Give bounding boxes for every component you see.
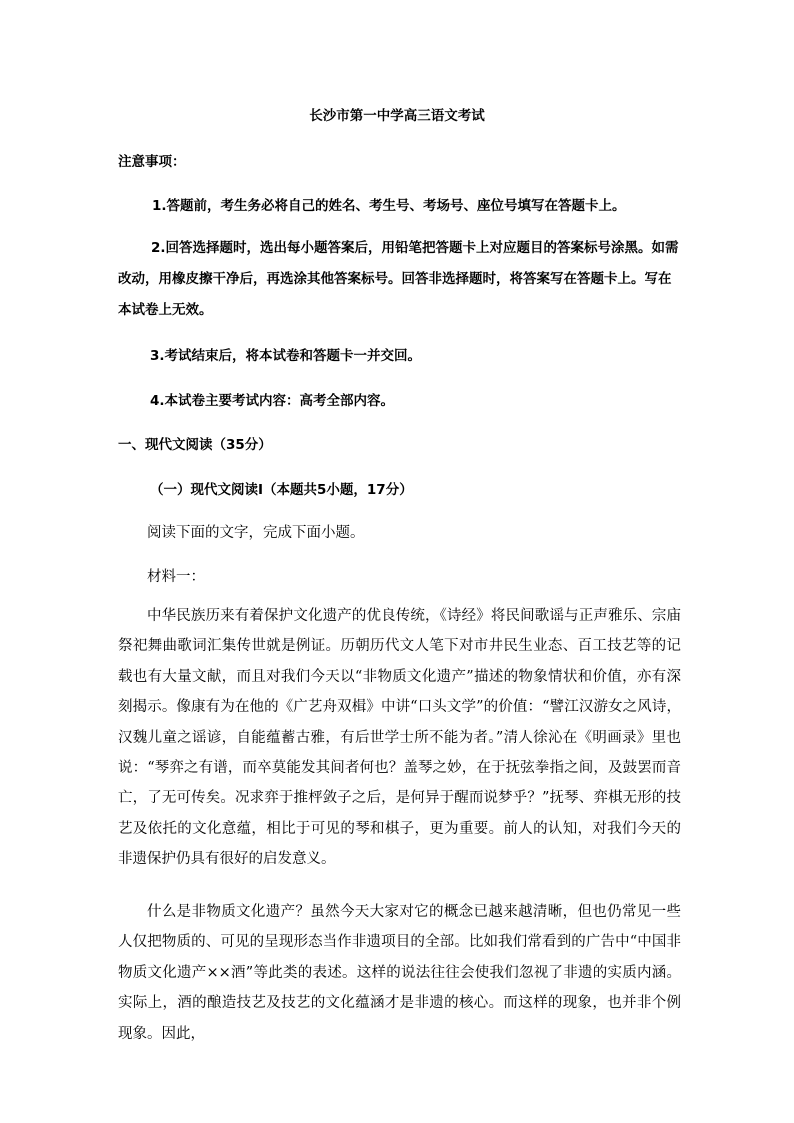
exam-title: 长沙市第一中学高三语文考试 bbox=[309, 108, 485, 124]
reading-instruction: 阅读下面的文字，完成下面小题。 bbox=[147, 525, 365, 541]
notice-item-3: 3.考试结束后，将本试卷和答题卡一并交回。 bbox=[150, 348, 422, 364]
notice-item-2: 2.回答选择题时，选出每小题答案后，用铅笔把答题卡上对应题目的答案标号涂黑。如需改动，用橡皮擦干净后，再选涂其他答案标号。回答非选择题时，将答案写在答题卡上。写在本试卷上无效。 bbox=[118, 240, 679, 318]
section-subheading: （一）现代文阅读Ⅰ（本题共5小题，17分） bbox=[150, 482, 413, 498]
notice-item-4: 4.本试卷主要考试内容：高考全部内容。 bbox=[150, 393, 395, 409]
notice-item-1: 1.答题前，考生务必将自己的姓名、考生号、考场号、座位号填写在答题卡上。 bbox=[152, 198, 626, 214]
material-paragraph-1: 中华民族历来有着保护文化遗产的优良传统，《诗经》将民间歌谣与正声雅乐、宗庙祭祀舞曲歌词汇集传世就是例证。历朝历代文人笔下对市井民生业态、百工技艺等的记载也有大量文献，而且对我们今天以“非物质文化遗产”描述的物象情状和价值，亦有深刻揭示。像康有为在他的《广艺舟双楫》中讲“口头文学”的价值：“譬江汉游女之风诗，汉魏儿童之谣谚，自能蕴蓄古雅，有后世学士所不能为者。”清人徐沁在《明画录》里也说：“琴弈之有谱，而卒莫能发其间者何也？盖琴之妙，在于抚弦拳指之间，及鼓罢而音亡，了无可传矣。况求弈于推枰敛子之后，是何异于醒而说梦乎？”抚琴、弈棋无形的技艺及依托的文化意蕴，相比于可见的琴和棋子，更为重要。前人的认知，对我们今天的非遗保护仍具有很好的启发意义。 bbox=[118, 608, 681, 868]
section-heading: 一、现代文阅读（35分） bbox=[118, 437, 272, 453]
notice-heading: 注意事项： bbox=[118, 154, 186, 170]
material-label: 材料一： bbox=[147, 569, 205, 585]
material-paragraph-2: 什么是非物质文化遗产？虽然今天大家对它的概念已越来越清晰，但也仍常见一些人仅把物质的、可见的呈现形态当作非遗项目的全部。比如我们常看到的广告中“中国非物质文化遗产××酒”等此类的表述。这样的说法往往会使我们忽视了非遗的实质内涵。实际上，酒的酿造技艺及技艺的文化蕴涵才是非遗的核心。而这样的现象，也并非个例现象。因此， bbox=[118, 904, 681, 1042]
